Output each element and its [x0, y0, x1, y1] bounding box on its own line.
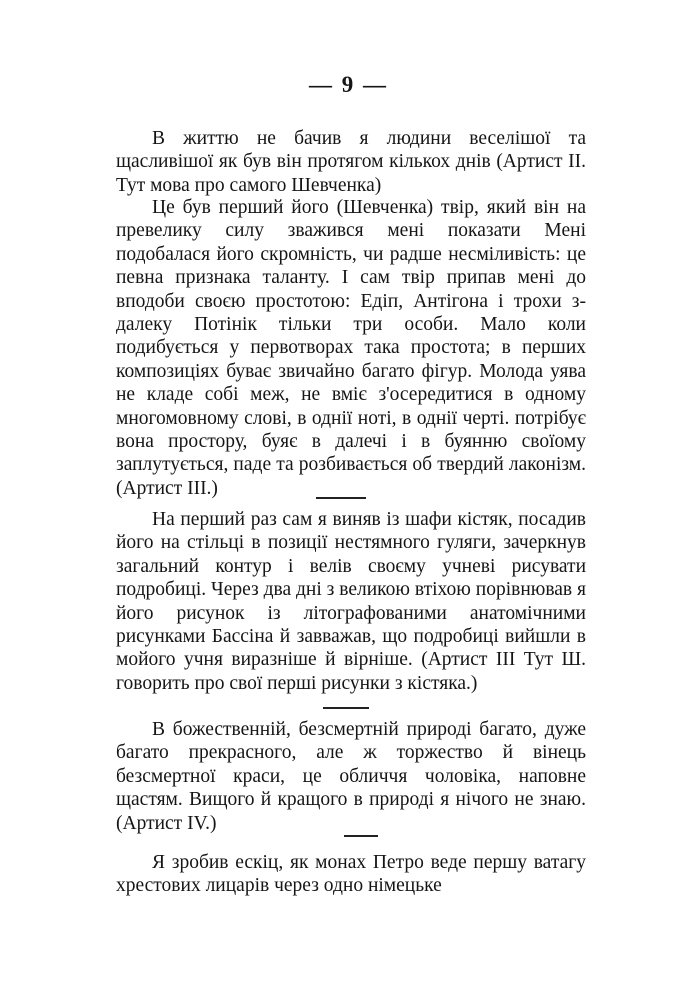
paragraph: В божественній, безсмертній природі багато, дуже багато прекрасного, але ж торжество й вінець безсмертної краси, це обличчя чоловіка, наповне щастям. Вищого й кращого в природі я нічого не знаю. (Артист IV.) — [116, 719, 586, 834]
paragraph-block — [116, 196, 586, 500]
paragraph-block — [116, 508, 586, 695]
section-divider — [316, 497, 366, 499]
paragraph-block — [116, 718, 586, 835]
section-divider — [344, 835, 378, 837]
paragraph: На перший раз сам я виняв із шафи кістяк, посадив його на стільці в позиції нестямного гуляги, зачеркнув загальний контур і велів своєму учневі рисувати подробиці. Через два дні з великою втіхою порівнював я його рисунок із літографованими анатомічними рисунками Бассіна й завважав, що подробиці вийшли в мойого учня виразніше й вірніше. (Артист III Тут Ш. говорить про свої перші рисунки з кістяка.) — [116, 509, 586, 694]
page-number: — 9 — — [309, 72, 388, 97]
paragraph: В життю не бачив я людини веселішої та щасливішої як був він протягом кількох днів (Артист II. Тут мова про самого Шевченка) — [116, 128, 586, 196]
paragraph-block — [116, 127, 586, 197]
section-divider — [323, 707, 369, 709]
paragraph: Це був перший його (Шевченка) твір, який він на превелику силу зважився мені показати Мені подобалася його скромність, чи радше несміливість: це певна признака таланту. І сам твір припав мені до вподоби своєю простотою: Едіп, Антігона і трохи з-далеку Потінік тільки три особи. Мало коли подибується у первотворах така простота; в перших композиціях буває звичайно багато фігур. Молода уява не кладе собі меж, не вміє з'осередитися в одному многомовному слові, в однії ноті, в однії черті. потрібує вона простору, буяє в далечі і в буянню своїому заплутується, паде та розбивається об твердий лаконізм. (Артист III.) — [116, 197, 586, 499]
paragraph: Я зробив ескіц, як монах Петро веде першу ватагу хрестових лицарів через одно німецьке — [116, 852, 586, 897]
paragraph-block — [116, 851, 586, 898]
